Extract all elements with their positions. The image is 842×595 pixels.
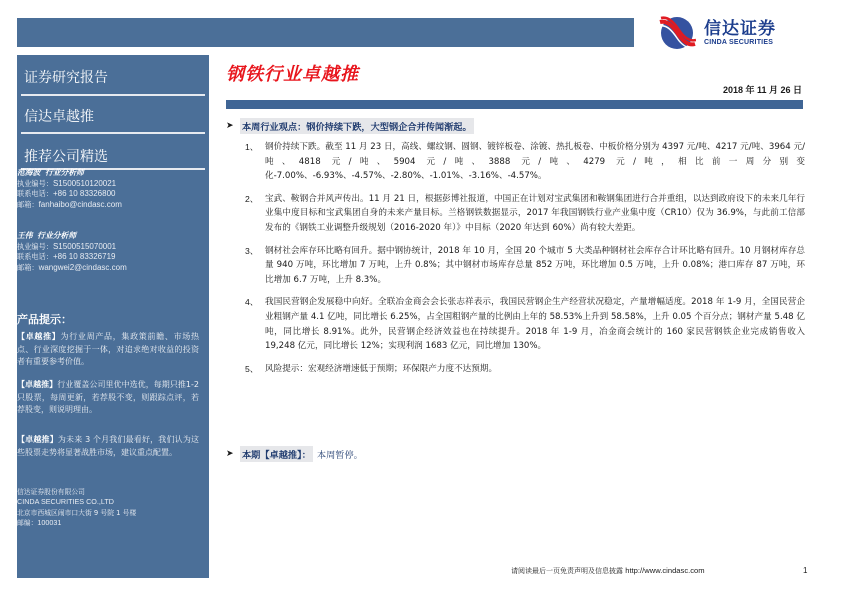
arrow-bullet-icon: ➤ <box>226 449 234 459</box>
viewpoint-list <box>245 140 805 384</box>
phone-number: +86 10 83326800 <box>52 189 116 198</box>
item-number: 4、 <box>245 297 259 308</box>
email-label: 邮箱： <box>17 262 39 272</box>
phone-label: 联系电话： <box>17 252 53 261</box>
analyst-name: 范海波 <box>17 168 41 177</box>
analyst-title: 行业分析师 <box>37 231 77 240</box>
cinda-logo-icon <box>658 16 696 50</box>
analyst-name: 王伟 <box>17 231 33 240</box>
sidebar-item-cinda-pick: 信达卓越推 <box>24 109 94 125</box>
postcode-label: 邮编： <box>17 518 38 527</box>
item-text: 我国民营钢企发展稳中向好。全联冶金商会会长张志祥表示，我国民营钢企生产经营状况稳定，产量增幅适度。2018 年 1-9 月，全国民营企业粗钢产量 4.1 亿吨，同比增长 6.25%，占全国粗钢产量的比例由上年的 58.53%上升到 58.58%，上升 0.05 个百分点；钢材产量 5.48 亿吨，同比增长 8.91%。此外，民营钢企经济效益也在持续提升。2018 年 1-9 月，冶金商会统计的 160 家民营钢铁企业完成销售收入 19,248 亿元，同比增长 12%；实现利润 1683 亿元，同比增加 130%。 <box>265 297 805 352</box>
product-note: 【卓越推】行业覆盖公司里优中选优，每期只推1-2只股票，每周更新，若荐股不变，则跟踪点评，若荐股变，则说明理由。 <box>17 380 200 414</box>
license-number: S1500515070001 <box>52 241 117 251</box>
email-label: 邮箱： <box>17 199 39 209</box>
item-number: 5、 <box>245 363 259 374</box>
company-info <box>17 487 136 528</box>
item-text: 钢材社会库存环比略有回升。据中钢协统计，2018 年 10 月，全国 20 个城市 5 大类品种钢材社会库存合计环比略有回升。10 月钢材库存总量 940 万吨，环比增加 7 万吨，上升 0.8%；其中钢材市场库存总量 852 万吨，环比增加 0.5 万吨，上升 0.08%；港口库存 87 万吨，环比增加 6.7 万吨，上升 8.3%。 <box>265 245 805 285</box>
phone-number: +86 10 83326719 <box>52 252 116 261</box>
divider <box>21 132 205 134</box>
email-link[interactable]: fanhaibo@cindasc.com <box>38 199 122 209</box>
pick-heading: 本期【卓越推】： <box>240 446 313 462</box>
sidebar-item-recommended: 推荐公司精选 <box>24 149 108 165</box>
pick-heading-row <box>226 446 363 462</box>
divider <box>21 94 205 96</box>
item-number: 3、 <box>245 245 259 256</box>
website-link[interactable]: http://www.cindasc.com <box>625 566 705 575</box>
list-item <box>245 192 805 236</box>
postcode: 100031 <box>37 517 62 527</box>
email-link[interactable]: wangwei2@cindasc.com <box>38 262 127 272</box>
analyst-card <box>17 168 122 210</box>
item-number: 1、 <box>245 142 259 152</box>
logo-text-cn: 信达证券 <box>704 18 776 39</box>
phone-label: 联系电话： <box>17 189 53 198</box>
company-name-en: CINDA SECURITIES CO.,LTD <box>17 497 114 507</box>
product-note: 【卓越推】为行业周产品，集政策前瞻、市场热点、行业深度挖掘于一体，对追求绝对收益的投资者有重要参考价值。 <box>17 332 199 366</box>
item-text: 宝武、鞍钢合并风声传出。11 月 21 日，根据彭博社报道，中国正在计划对宝武集团和鞍钢集团进行合并重组，以达到政府设下的未来几年行业集中度目标和宝武集团自身的未来产量目标。兰格钢铁数据显示，2017 年我国钢铁行业产业集中度（CR10）仅为 36.9%，与此前工信部发布的《钢铁工业调整升级规划（2016-2020 年）》中目标（2020 年达到 60%）尚有较大差距。 <box>265 193 805 233</box>
content-band <box>226 100 803 109</box>
product-note: 【卓越推】为未来 3 个月我们最看好，我们认为这些股票走势将显著战胜市场，建议重点配置。 <box>17 435 199 457</box>
analyst-title: 行业分析师 <box>44 168 84 177</box>
arrow-bullet-icon: ➤ <box>226 121 234 131</box>
page-number: 1 <box>803 566 808 575</box>
list-item <box>245 362 805 377</box>
list-item <box>245 244 805 288</box>
report-date: 2018 年 11 月 26 日 <box>722 85 802 95</box>
license-label: 执业编号： <box>17 178 53 188</box>
list-item <box>245 295 805 353</box>
report-title: 钢铁行业卓越推 <box>226 64 359 85</box>
header-band <box>17 18 634 47</box>
company-address: 北京市西城区闹市口大街 9 号院 1 号楼 <box>17 508 137 517</box>
item-text: 风险提示：宏观经济增速低于预期；环保限产力度不达预期。 <box>265 363 498 374</box>
disclaimer-text: 请阅读最后一页免责声明及信息披露 <box>511 567 623 575</box>
product-notes-title: 产品提示： <box>17 313 72 326</box>
footer-disclaimer <box>511 566 705 576</box>
pick-text: 本周暂停。 <box>316 450 363 461</box>
sidebar-item-research-report: 证券研究报告 <box>24 70 108 86</box>
view-heading: 本周行业观点：钢价持续下跌，大型钢企合并传闻渐起。 <box>240 118 474 134</box>
analyst-card <box>17 231 127 273</box>
cinda-logo <box>658 14 808 52</box>
company-name-cn: 信达证券股份有限公司 <box>17 488 85 496</box>
item-number: 2、 <box>245 193 259 204</box>
license-label: 执业编号： <box>17 241 53 251</box>
item-text: 钢价持续下跌。截至 11 月 23 日，高线、螺纹钢、圆钢、镀锌板卷、涂镀、热扎板卷、中板价格分别为 4397 元/吨、4217 元/吨、3964 元/吨、4818 元/吨、5904 元/吨、3888 元/吨、4279 元/吨，相比前一周分别变化-7.00%、-6.93%、-4.57%、-2.80%、-1.01%、-3.16%、-4.57%。 <box>265 142 805 182</box>
view-heading-row <box>226 118 474 134</box>
list-item <box>245 140 805 184</box>
logo-text-en: CINDA SECURITIES <box>704 38 774 46</box>
license-number: S1500510120021 <box>52 178 117 188</box>
